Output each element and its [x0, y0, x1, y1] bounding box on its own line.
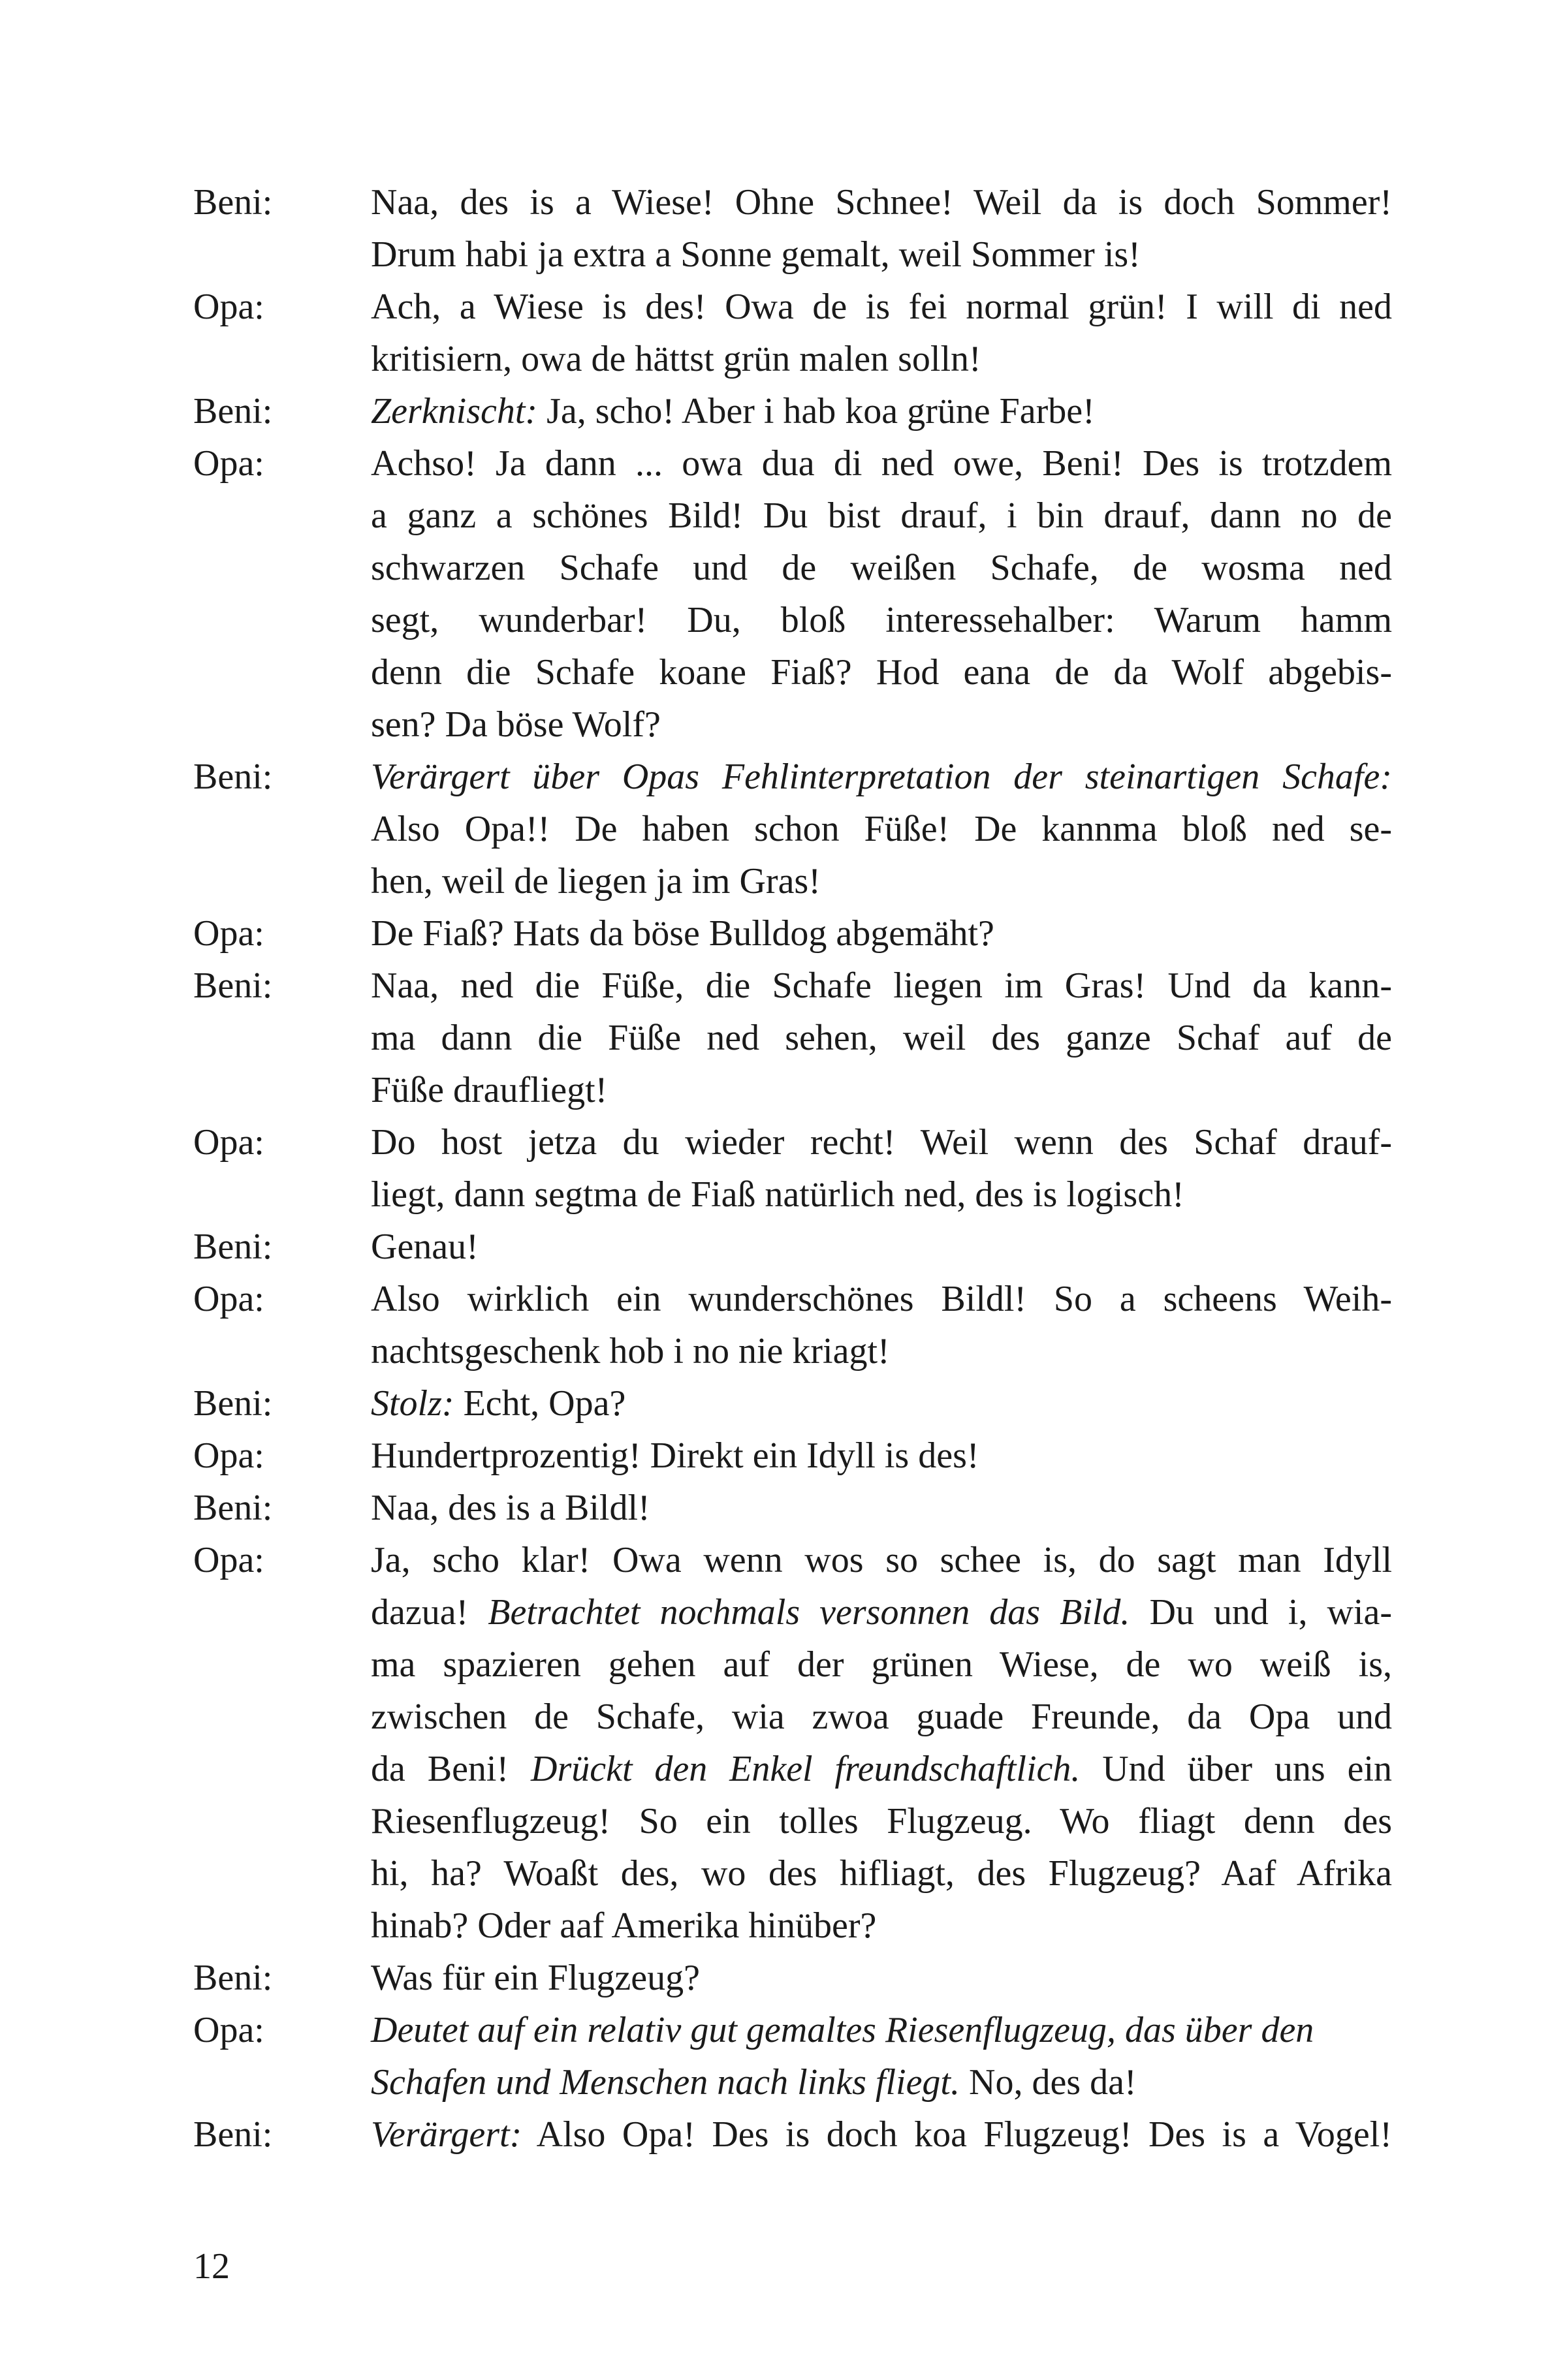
speech-line	[371, 1325, 1392, 1377]
speech-text	[371, 385, 1392, 437]
stage-direction: Verärgert über Opas Fehlinterpretation der steinartigen Schafe:	[371, 757, 1392, 797]
speech-line	[371, 1168, 1392, 1221]
speech-text	[371, 1377, 1392, 1430]
speech-text	[371, 281, 1392, 385]
spoken-text: Naa, ned die Füße, die Schafe liegen im Gras! Und da kann-	[371, 965, 1392, 1006]
speech-text	[371, 1430, 1392, 1482]
speaker-name: Beni:	[193, 2114, 273, 2155]
speech-text	[371, 1273, 1392, 1377]
spoken-text: Achso! Ja dann ... owa dua di ned owe, Beni! Des is trotzdem	[371, 443, 1392, 484]
speech-line	[371, 1012, 1392, 1064]
speech-line	[371, 1847, 1392, 1900]
speech-line	[371, 855, 1392, 907]
spoken-text: Ja, scho klar! Owa wenn wos so schee is, do sagt man Idyll	[371, 1540, 1392, 1580]
spoken-text: Drum habi ja extra a Sonne gemalt, weil Sommer is!	[371, 234, 1141, 275]
speaker-name: Opa:	[193, 913, 264, 954]
spoken-text: Hundertprozentig! Direkt ein Idyll is des!	[371, 1435, 979, 1476]
dialogue-entry	[193, 176, 1392, 281]
speech-line	[371, 490, 1392, 542]
dialogue-entry	[193, 1952, 1392, 2004]
dialogue-entry	[193, 2004, 1392, 2108]
spoken-text: De Fiaß? Hats da böse Bulldog abgemäht?	[371, 913, 994, 954]
spoken-text: Naa, des is a Wiese! Ohne Schnee! Weil da is doch Sommer!	[371, 182, 1392, 223]
speech-text	[371, 176, 1392, 281]
speech-line	[371, 2004, 1392, 2056]
spoken-text: Riesenflugzeug! So ein tolles Flugzeug. Wo fliagt denn des	[371, 1801, 1392, 1841]
speech-text	[371, 437, 1392, 751]
speaker-name: Opa:	[193, 1435, 264, 1476]
dialogue-entry	[193, 437, 1392, 751]
speech-line	[371, 1273, 1392, 1325]
stage-direction: Verärgert:	[371, 2114, 522, 2155]
spoken-text: Genau!	[371, 1227, 479, 1267]
spoken-text: Ja, scho! Aber i hab koa grüne Farbe!	[537, 391, 1095, 431]
speech-line	[371, 960, 1392, 1012]
dialogue-entry	[193, 960, 1392, 1116]
spoken-text: ma spazieren gehen auf der grünen Wiese, de wo weiß is,	[371, 1644, 1392, 1685]
speech-text	[371, 1221, 1392, 1273]
speech-line	[371, 646, 1392, 698]
spoken-text: hinab? Oder aaf Amerika hinüber?	[371, 1905, 877, 1946]
stage-direction: Zerknischt:	[371, 391, 538, 431]
speaker-name: Beni:	[193, 1488, 273, 1528]
spoken-text: nachtsgeschenk hob i no nie kriagt!	[371, 1331, 890, 1371]
spoken-text: Naa, des is a Bildl!	[371, 1488, 650, 1528]
stage-direction: Drückt den Enkel freundschaftlich.	[531, 1749, 1081, 1789]
speech-text	[371, 1534, 1392, 1952]
speech-line	[371, 1743, 1392, 1795]
speech-line	[371, 281, 1392, 333]
speech-line	[371, 542, 1392, 594]
spoken-text: Do host jetza du wieder recht! Weil wenn des Schaf drauf-	[371, 1122, 1392, 1163]
speech-line	[371, 698, 1392, 751]
dialogue-entry	[193, 1377, 1392, 1430]
spoken-text: a ganz a schönes Bild! Du bist drauf, i bin drauf, dann no de	[371, 495, 1392, 536]
speaker-name: Opa:	[193, 2010, 264, 2050]
speech-line	[371, 1221, 1392, 1273]
speech-line	[371, 1430, 1392, 1482]
speaker-name: Beni:	[193, 757, 273, 797]
spoken-text: hen, weil de liegen ja im Gras!	[371, 861, 821, 901]
stage-direction: Betrachtet nochmals versonnen das Bild.	[488, 1592, 1130, 1633]
dialogue-entry	[193, 751, 1392, 907]
speaker-name: Opa:	[193, 1279, 264, 1319]
speech-text	[371, 1116, 1392, 1221]
spoken-text: hi, ha? Woaßt des, wo des hifliagt, des Flugzeug? Aaf Afrika	[371, 1853, 1392, 1894]
dialogue-entry	[193, 1534, 1392, 1952]
spoken-text: Was für ein Flugzeug?	[371, 1958, 700, 1998]
speech-line	[371, 1691, 1392, 1743]
dialogue-entry	[193, 1430, 1392, 1482]
spoken-text: Also wirklich ein wunderschönes Bildl! So a scheens Weih-	[371, 1279, 1392, 1319]
speaker-name: Beni:	[193, 391, 273, 431]
spoken-text: ma dann die Füße ned sehen, weil des ganze Schaf auf de	[371, 1018, 1392, 1058]
speech-line	[371, 228, 1392, 281]
dialogue-entry	[193, 385, 1392, 437]
speech-line	[371, 1482, 1392, 1534]
speech-line	[371, 751, 1392, 803]
dialogue-entry	[193, 1482, 1392, 1534]
spoken-text: schwarzen Schafe und de weißen Schafe, de wosma ned	[371, 548, 1392, 588]
speaker-name: Beni:	[193, 965, 273, 1006]
speech-line	[371, 2056, 1392, 2108]
stage-direction: Stolz:	[371, 1383, 454, 1424]
dialogue-entry	[193, 1116, 1392, 1221]
speech-text	[371, 1952, 1392, 2004]
speech-line	[371, 1795, 1392, 1847]
speech-line	[371, 1534, 1392, 1586]
spoken-text: Also Opa! Des is doch koa Flugzeug! Des is a Vogel!	[522, 2114, 1392, 2155]
speech-line	[371, 385, 1392, 437]
dialogue-entry	[193, 281, 1392, 385]
spoken-text: Echt, Opa?	[454, 1383, 626, 1424]
spoken-text: segt, wunderbar! Du, bloß interessehalber: Warum hamm	[371, 600, 1392, 640]
stage-direction: Schafen und Menschen nach links fliegt.	[371, 2062, 960, 2103]
spoken-text: Du und i, wia-	[1130, 1592, 1392, 1633]
speech-line	[371, 176, 1392, 228]
spoken-text: liegt, dann segtma de Fiaß natürlich ned, des is logisch!	[371, 1174, 1184, 1215]
speaker-name: Beni:	[193, 1958, 273, 1998]
dialogue-entry	[193, 1221, 1392, 1273]
speech-line	[371, 1900, 1392, 1952]
stage-direction: Deutet auf ein relativ gut gemaltes Riesenflugzeug, das über den	[371, 2010, 1314, 2050]
spoken-text: Und über uns ein	[1080, 1749, 1393, 1789]
speech-line	[371, 1952, 1392, 2004]
spoken-text: zwischen de Schafe, wia zwoa guade Freunde, da Opa und	[371, 1697, 1392, 1737]
spoken-text: Ach, a Wiese is des! Owa de is fei normal grün! I will di ned	[371, 287, 1392, 327]
speech-text	[371, 2108, 1392, 2161]
page-number: 12	[193, 2246, 230, 2287]
speech-text	[371, 751, 1392, 907]
speaker-name: Beni:	[193, 182, 273, 223]
speech-line	[371, 1116, 1392, 1168]
speaker-name: Opa:	[193, 443, 264, 484]
speech-line	[371, 2108, 1392, 2161]
spoken-text: Füße draufliegt!	[371, 1070, 608, 1110]
speaker-name: Beni:	[193, 1227, 273, 1267]
speech-text	[371, 907, 1392, 960]
dialogue-script	[193, 176, 1392, 2161]
speech-line	[371, 333, 1392, 385]
spoken-text: da Beni!	[371, 1749, 531, 1789]
dialogue-entry	[193, 1273, 1392, 1377]
speech-line	[371, 1638, 1392, 1691]
spoken-text: No, des da!	[960, 2062, 1137, 2103]
spoken-text: sen? Da böse Wolf?	[371, 704, 661, 745]
speech-line	[371, 1586, 1392, 1638]
spoken-text: Also Opa!! De haben schon Füße! De kannma bloß ned se-	[371, 809, 1392, 849]
speaker-name: Opa:	[193, 287, 264, 327]
dialogue-entry	[193, 907, 1392, 960]
speech-line	[371, 437, 1392, 490]
speech-line	[371, 907, 1392, 960]
spoken-text: dazua!	[371, 1592, 488, 1633]
speech-line	[371, 1377, 1392, 1430]
spoken-text: denn die Schafe koane Fiaß? Hod eana de da Wolf abgebis-	[371, 652, 1392, 693]
speech-text	[371, 960, 1392, 1116]
speaker-name: Opa:	[193, 1122, 264, 1163]
spoken-text: kritisiern, owa de hättst grün malen solln!	[371, 339, 981, 379]
speaker-name: Beni:	[193, 1383, 273, 1424]
speech-line	[371, 1064, 1392, 1116]
speaker-name: Opa:	[193, 1540, 264, 1580]
speech-text	[371, 2004, 1392, 2108]
speech-line	[371, 803, 1392, 855]
speech-line	[371, 594, 1392, 646]
speech-text	[371, 1482, 1392, 1534]
dialogue-entry	[193, 2108, 1392, 2161]
